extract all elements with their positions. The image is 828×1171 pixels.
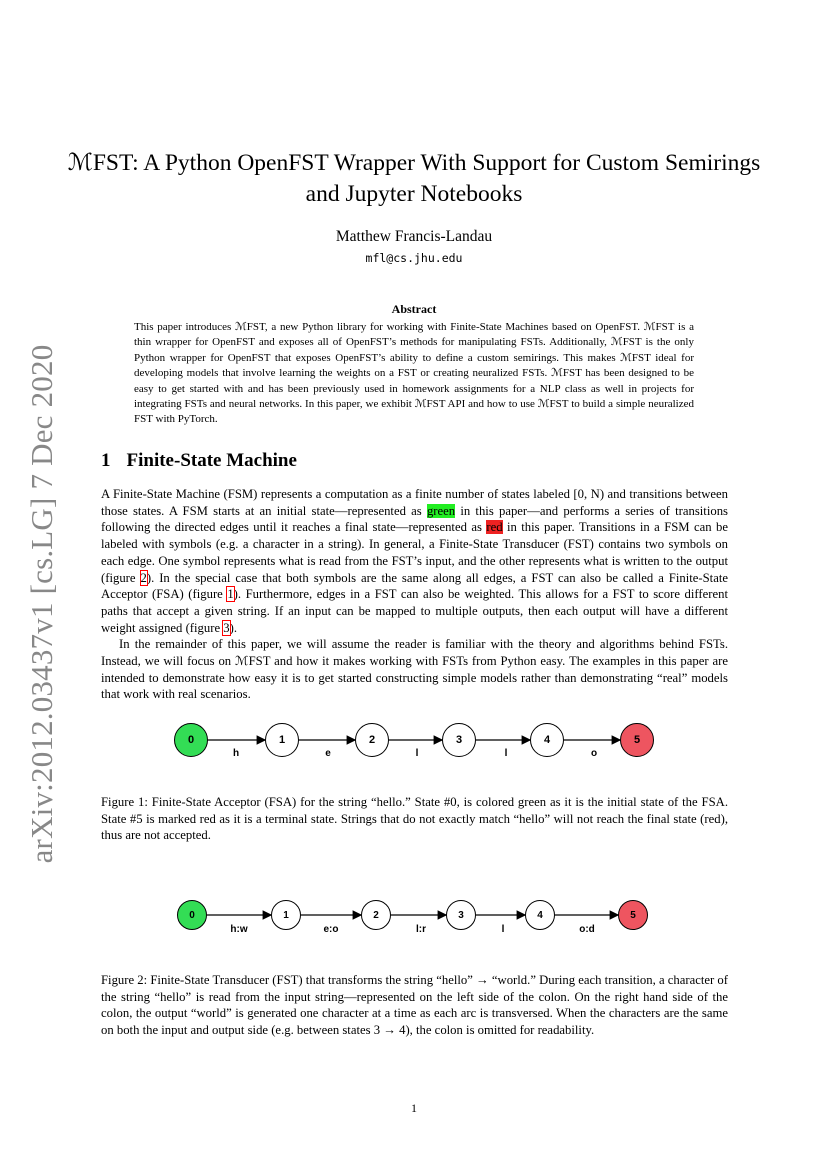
edge-label: o: [590, 748, 598, 759]
state-node-initial: 0: [177, 900, 207, 930]
text-run: ).: [229, 620, 238, 635]
figure-1-caption: Figure 1: Finite-State Acceptor (FSA) for the string “hello.” State #0, is colored green as it is the initial state of the FSA. State #5 is marked red as it is a terminal state. Strings that do not exactly match “hello” will not reach the final state (red), thus are not accepted.: [101, 795, 728, 843]
edge-label: h: [232, 748, 240, 759]
paragraph-1: [101, 486, 728, 636]
state-node: 2: [355, 723, 389, 757]
section-heading: [101, 450, 297, 472]
state-node: 1: [265, 723, 299, 757]
paper-title: ℳFST: A Python OpenFST Wrapper With Support for Custom Semirings and Jupyter Notebooks: [67, 150, 761, 207]
state-node: 3: [446, 900, 476, 930]
figure-3-link[interactable]: 3: [223, 620, 230, 635]
author-email: mfl@cs.jhu.edu: [365, 251, 463, 265]
abstract-text: This paper introduces ℳFST, a new Python library for working with Finite-State Machines based on OpenFST. ℳFST is a thin wrapper for OpenFST and exposes all of OpenFST’s methods for manipulating FSTs. Additionally, ℳFST is the only Python wrapper for OpenFST that exposes OpenFST’s ability to define a custom semirings. This makes ℳFST ideal for developing models that involve learning the weights on a FST or creating neuralized FSTs. ℳFST has been designed to be easy to get started with and has been previously used in homework assignments for a NLP class as well in projects for integrating FSTs and neural networks. In this paper, we exhibit ℳFST API and how to use ℳFST to build a simple neuralized FST with PyTorch.: [134, 321, 694, 426]
edge-label: e:o: [323, 924, 339, 935]
section-body: [101, 486, 728, 703]
edge-label: l: [415, 748, 419, 759]
paragraph-2: In the remainder of this paper, we will assume the reader is familiar with the theory and algorithms behind FSTs. Instead, we will focus on ℳFST and how it makes working with FSTs from Python easy. The examples in this paper are intended to demonstrate how easy it is to get started constructing simple models rather than demonstrating “real” models that work with real scenarios.: [101, 637, 728, 702]
figure-1-fsa-diagram: [165, 716, 665, 766]
page-number: 1: [411, 1101, 417, 1115]
text-run: ). In the special case that both symbols are the same along all edges, a FST can also be called a Finite-State Acceptor (FSA) (figure: [101, 570, 728, 602]
author-name: Matthew Francis-Landau: [335, 228, 493, 245]
edge-label: o:d: [579, 924, 595, 935]
text-run: A Finite-State Machine (FSM) represents a computation as a finite number of states labeled [0, N) and transitions between those states. A FSM starts at an initial state—represented as: [101, 487, 728, 518]
state-node: 4: [530, 723, 564, 757]
state-node-final: 5: [620, 723, 654, 757]
state-node: 4: [525, 900, 555, 930]
red-highlight: red: [486, 520, 503, 535]
figure-1-link[interactable]: 1: [227, 587, 234, 602]
section-number: 1: [101, 450, 111, 471]
figure-2-caption: Figure 2: Finite-State Transducer (FST) that transforms the string “hello” → “world.” During each transition, a character of the string “hello” is read from the input string—represented on the left side of the colon. On the right hand side of the colon, the output “world” is generated one character at a time as each arc is transversed. When the characters are the same on both the input and output side (e.g. between states 3 → 4), the colon is omitted for readability.: [101, 973, 728, 1038]
text-run: in this paper—and performs a series of transitions following the directed edges until it reaches a final state—represented as: [101, 503, 728, 535]
state-node: 1: [271, 900, 301, 930]
edge-label: l:r: [416, 924, 426, 935]
text-run: ). Furthermore, edges in a FST can also be weighted. This allows for a FST to score different paths that accept a given string. If an input can be mapped to multiple outputs, then each output will have a different weight assigned (figure: [101, 587, 728, 635]
state-node: 3: [442, 723, 476, 757]
arxiv-sidebar: [20, 344, 64, 864]
arxiv-identifier: arXiv:2012.03437v1 [cs.LG] 7 Dec 2020: [24, 344, 59, 864]
edge-label: h:w: [230, 924, 248, 935]
state-node-final: 5: [618, 900, 648, 930]
edge-label: l: [504, 748, 508, 759]
section-title: Finite-State Machine: [126, 450, 297, 471]
edge-label: l: [501, 924, 505, 935]
state-node-initial: 0: [174, 723, 208, 757]
edge-label: e: [325, 748, 331, 759]
green-highlight: green: [426, 503, 456, 518]
figure-2-fst-diagram: [168, 896, 658, 940]
figure-2-link[interactable]: 2: [140, 570, 147, 585]
state-node: 2: [361, 900, 391, 930]
text-run: in this paper. Transitions in a FSM can be labeled with symbols (e.g. a character in a string). In general, a Finite-State Transducer (FST) contains two symbols on each edge. One symbol represents what is read from the FST’s input, and the other represents what is written to the output (figure: [101, 520, 728, 585]
abstract-heading: Abstract: [391, 302, 437, 316]
